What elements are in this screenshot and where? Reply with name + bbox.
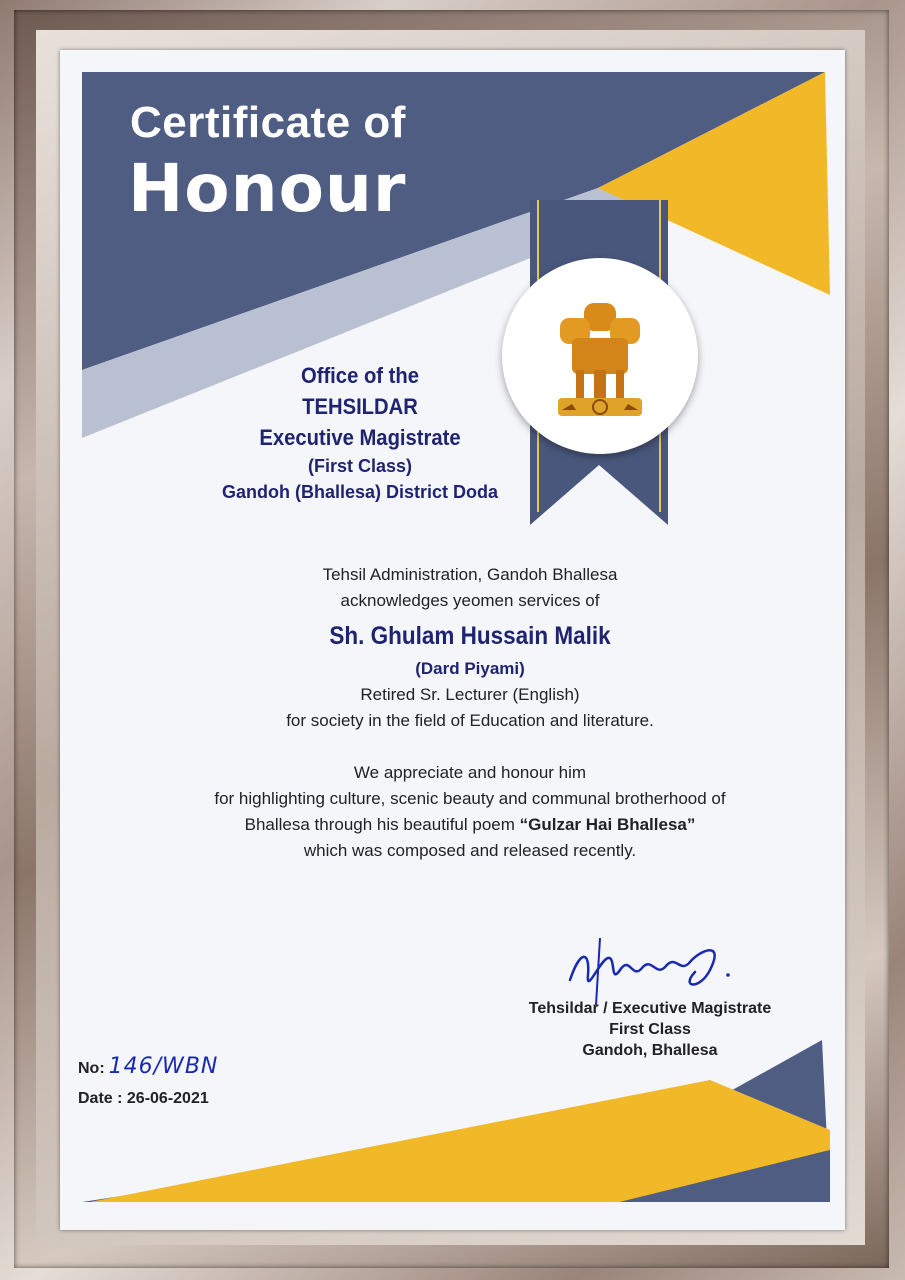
citation-field: for society in the field of Education and literature. [286,711,654,730]
office-line2: TEHSILDAR [302,394,418,419]
certificate-title-line1: Certificate of [130,98,406,147]
appreciation-line1: We appreciate and honour him [353,763,587,782]
certificate-title-line2: Honour [128,150,407,227]
office-line5: Gandoh (Bhallesa) District Doda [221,482,499,502]
appreciation-line3-prefix: Bhallesa through his beautiful poem [244,815,515,834]
signatory-line3: Gandoh, Bhallesa [582,1042,718,1059]
citation-line2: acknowledges yeomen services of [340,591,600,610]
appreciation-line4: which was composed and released recently. [303,841,637,860]
signatory-line1: Tehsildar / Executive Magistrate [528,1000,772,1017]
issuing-office [170,360,550,505]
appreciation-line2: for highlighting culture, scenic beauty and communal brotherhood of [214,789,726,808]
poem-title: “Gulzar Hai Bhallesa” [519,815,696,834]
office-line1: Office of the [300,363,420,388]
office-line4: (First Class) [307,456,413,476]
certificate-paper [60,50,845,1230]
issue-date-value: 26-06-2021 [126,1090,209,1107]
issue-date [78,1090,209,1108]
citation-line1: Tehsil Administration, Gandoh Bhallesa [322,565,618,584]
recipient-pen-name: (Dard Piyami) [415,659,525,678]
reference-number-value: 146/WBN [108,1054,219,1079]
signatory-block [500,998,800,1061]
reference-number [78,1054,218,1079]
paragraph-gap [120,734,820,760]
recipient-designation: Retired Sr. Lecturer (English) [360,685,580,704]
appreciation-line3 [120,812,820,838]
citation-text [120,562,820,864]
office-line3: Executive Magistrate [259,425,461,450]
issue-date-label: Date : [78,1090,123,1107]
reference-number-label: No: [78,1060,105,1077]
signatory-line2: First Class [609,1021,691,1038]
recipient-name: Sh. Ghulam Hussain Malik [329,622,611,650]
